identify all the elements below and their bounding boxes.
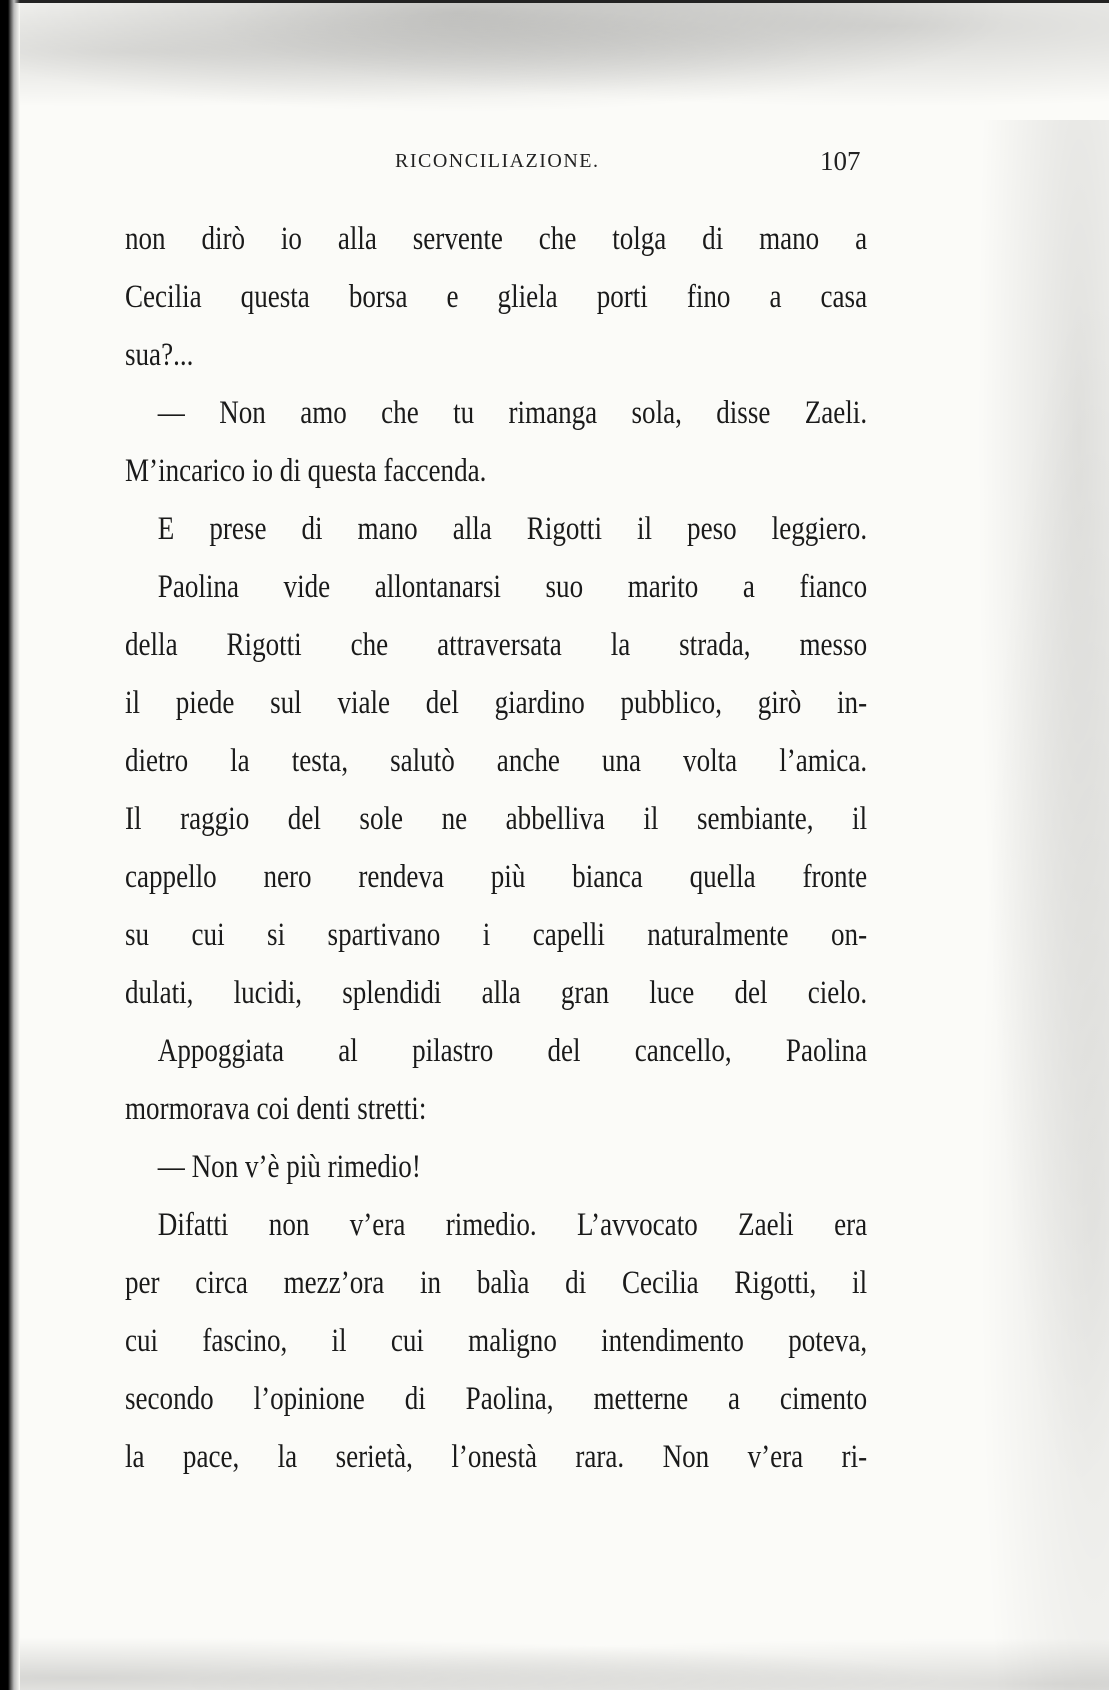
body-text (125, 210, 867, 1486)
scan-noise-bottom (20, 1630, 1109, 1690)
text-line: Cecilia questa borsa e gliela porti fino a casa (125, 279, 868, 315)
text-line: della Rigotti che attraversata la strada, messo (125, 627, 868, 663)
text-line: non dirò io alla servente che tolga di mano a (125, 221, 868, 257)
text-line: cappello nero rendeva più bianca quella fronte (125, 859, 868, 895)
text-line: — Non amo che tu rimanga sola, disse Zaeli. (157, 395, 868, 431)
binding-edge (0, 0, 20, 1690)
text-line: mormorava coi denti stretti: (125, 1091, 427, 1127)
text-line: su cui si spartivano i capelli naturalmente on- (125, 917, 868, 953)
running-title: RICONCILIAZIONE. (395, 150, 600, 172)
scan-noise-top (20, 0, 1109, 130)
page-number: 107 (820, 146, 861, 176)
text-line: sua?... (125, 337, 194, 373)
text-line: Difatti non v’era rimedio. L’avvocato Zaeli era (157, 1207, 868, 1243)
text-line: — Non v’è più rimedio! (157, 1149, 421, 1185)
text-line: il piede sul viale del giardino pubblico, girò in- (125, 685, 868, 721)
text-line: Il raggio del sole ne abbelliva il sembiante, il (125, 801, 868, 837)
text-line: cui fascino, il cui maligno intendimento poteva, (125, 1323, 868, 1359)
text-line: per circa mezz’ora in balìa di Cecilia Rigotti, il (125, 1265, 868, 1301)
text-line: E prese di mano alla Rigotti il peso leggiero. (157, 511, 868, 547)
text-line: dulati, lucidi, splendidi alla gran luce del cielo. (125, 975, 868, 1011)
scan-noise-right (959, 120, 1109, 1690)
text-line: Paolina vide allontanarsi suo marito a fianco (157, 569, 868, 605)
text-line: la pace, la serietà, l’onestà rara. Non v’era ri- (125, 1439, 868, 1475)
text-line: Appoggiata al pilastro del cancello, Paolina (157, 1033, 868, 1069)
text-line: dietro la testa, salutò anche una volta l’amica. (125, 743, 868, 779)
text-line: secondo l’opinione di Paolina, metterne a cimento (125, 1381, 868, 1417)
text-line: M’incarico io di questa faccenda. (125, 453, 487, 489)
scan-top-edge (0, 0, 1109, 3)
